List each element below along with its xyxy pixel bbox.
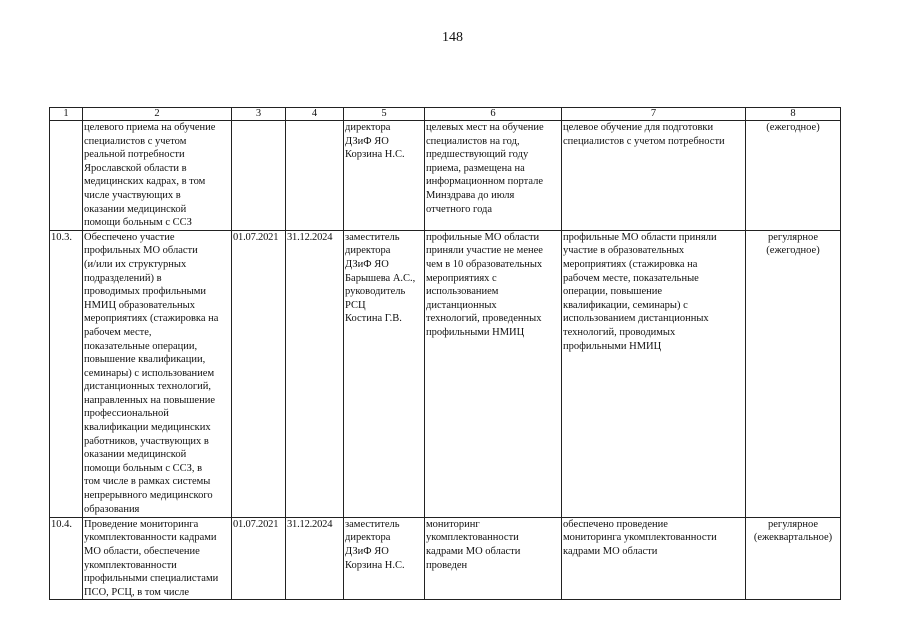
end-date-cell: [286, 121, 344, 231]
column-header: 7: [562, 108, 746, 121]
column-header: 4: [286, 108, 344, 121]
start-date-cell: 01.07.2021: [232, 230, 286, 517]
periodicity-cell: регулярное (ежегодное): [746, 230, 841, 517]
column-header: 1: [50, 108, 83, 121]
indicator-cell: целевое обучение для подготовки специалистов с учетом потребности: [562, 121, 746, 231]
column-header: 6: [425, 108, 562, 121]
measure-cell: целевого приема на обучение специалистов с учетом реальной потребности Ярославской области в медицинских кадрах, в том числе участвующих в оказании медицинской помощи больным с ССЗ: [83, 121, 232, 231]
measure-cell: Проведение мониторинга укомплектованности кадрами МО области, обеспечение укомплектованности профильными специалистами ПСО, РСЦ, в том числе: [83, 517, 232, 600]
plan-table: [49, 107, 841, 600]
responsible-cell: заместитель директора ДЗиФ ЯО Барышева А.С., руководитель РСЦ Костина Г.В.: [344, 230, 425, 517]
column-header: 8: [746, 108, 841, 121]
result-cell: профильные МО области приняли участие не менее чем в 10 образовательных мероприятиях с использованием дистанционных технологий, проведенных профильными НМИЦ: [425, 230, 562, 517]
responsible-cell: заместитель директора ДЗиФ ЯО Корзина Н.С.: [344, 517, 425, 600]
table-row: [50, 230, 841, 517]
page-number: 148: [442, 30, 463, 45]
row-number-cell: 10.4.: [50, 517, 83, 600]
end-date-cell: 31.12.2024: [286, 230, 344, 517]
column-header: 5: [344, 108, 425, 121]
periodicity-cell: (ежегодное): [746, 121, 841, 231]
indicator-cell: обеспечено проведение мониторинга укомплектованности кадрами МО области: [562, 517, 746, 600]
column-header: 3: [232, 108, 286, 121]
indicator-cell: профильные МО области приняли участие в образовательных мероприятиях (стажировка на рабочем месте, показательные операции, повышение квалификации, семинары) с использованием дистанционных технологий, проводимых профильными НМИЦ: [562, 230, 746, 517]
measure-cell: Обеспечено участие профильных МО области (и/или их структурных подразделений) в проводимых профильными НМИЦ образовательных мероприятиях (стажировка на рабочем месте, показательные операции, повышение квалификации, семинары) с использованием дистанционных технологий, направленных на повышение профессиональной квалификации медицинских работников, участвующих в оказании медицинской помощи больным с ССЗ, в том числе в рамках системы непрерывного медицинского образования: [83, 230, 232, 517]
table-row: [50, 517, 841, 600]
periodicity-cell: регулярное (ежеквартальное): [746, 517, 841, 600]
result-cell: целевых мест на обучение специалистов на год, предшествующий году приема, размещена на информационном портале Минздрава до июля отчетного года: [425, 121, 562, 231]
column-header: 2: [83, 108, 232, 121]
end-date-cell: 31.12.2024: [286, 517, 344, 600]
table-row: [50, 121, 841, 231]
result-cell: мониторинг укомплектованности кадрами МО области проведен: [425, 517, 562, 600]
start-date-cell: 01.07.2021: [232, 517, 286, 600]
row-number-cell: 10.3.: [50, 230, 83, 517]
responsible-cell: директора ДЗиФ ЯО Корзина Н.С.: [344, 121, 425, 231]
start-date-cell: [232, 121, 286, 231]
row-number-cell: [50, 121, 83, 231]
table-header-row: [50, 108, 841, 121]
